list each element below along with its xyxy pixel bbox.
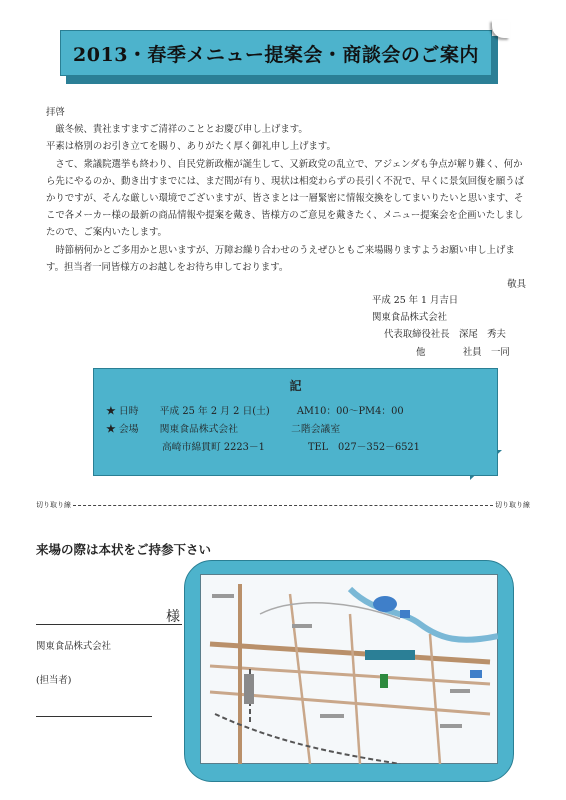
sama-label: 様 <box>166 609 180 625</box>
place-value: 関東食品株式会社 <box>159 424 239 435</box>
station <box>244 674 254 704</box>
cut-line <box>36 500 530 510</box>
date-row <box>106 403 404 417</box>
address: 高崎市綿貫町 2223－1 <box>162 442 265 453</box>
road-vertical-2 <box>290 594 310 764</box>
map-label-1 <box>212 594 234 598</box>
tel: TEL 027－352－6521 <box>307 442 420 453</box>
paragraph-2: 平素は格別のお引き立てを賜り、ありがたく厚く御礼申し上げます。 <box>46 141 336 153</box>
access-map <box>200 574 498 764</box>
blue-block-2 <box>400 610 410 618</box>
dashed-line <box>73 505 493 506</box>
map-label-3 <box>320 714 344 718</box>
pond <box>373 596 397 612</box>
paragraph-4: 時節柄何かとご多用かと思いますが、万障お繰り合わせのうえぜひともご来場賜りますようお願い申し上げます。担当者一同皆様方のお越しをお待ち申しております。 <box>46 244 515 273</box>
signature-company: 関東食品株式会社 <box>372 312 448 324</box>
info-heading: 記 <box>289 379 302 393</box>
date-value: 平成 25 年 2 月 2 日(土) <box>159 406 270 417</box>
place-label: ★ 会場 <box>106 424 139 435</box>
name-line <box>36 624 182 625</box>
room-value: 二階会議室 <box>291 424 341 435</box>
title-banner <box>60 30 500 82</box>
signature-block <box>372 292 510 361</box>
road-vertical-4 <box>430 634 440 764</box>
road-main <box>210 644 490 662</box>
map-label-2 <box>292 624 312 628</box>
signature-staff: 他 社員 一同 <box>416 346 510 358</box>
signature-president: 代表取締役社長 深尾 秀夫 <box>384 329 506 341</box>
paragraph-1: 厳冬候、貴社ますますご清祥のこととお慶び申し上げます。 <box>46 124 308 136</box>
closing: 敬具 <box>507 279 526 291</box>
time-value: AM10：00～PM4：00 <box>296 406 404 417</box>
banner-box <box>60 30 492 76</box>
greeting: 拝啓 <box>46 107 65 118</box>
page-title: 2013・春季メニュー提案会・商談会のご案内 <box>73 43 479 66</box>
cut-label-left: 切り取り線 <box>36 501 71 509</box>
map-label-5 <box>440 724 462 728</box>
address-row <box>162 439 420 453</box>
river <box>350 589 498 640</box>
company-marker <box>365 650 415 660</box>
place-row <box>106 421 340 435</box>
date-label: ★ 日時 <box>106 406 139 417</box>
bottom-company: 関東食品株式会社 <box>36 641 112 652</box>
green-block <box>380 674 388 688</box>
road-vertical-3 <box>350 614 360 764</box>
paragraph-3: さて、衆議院選挙も終わり、自民党新政権が誕生して、又新政党の乱立で、アジェンダも争点が解り難く、何から先にやるのか、動き出すまでには、まだ間が有り、現状は相変わらずの長引く不況で、早くに景気回復を願うばかりですが、そんな厳しい環境でございますが、皆さまとは一層緊密に情報交換をしてまいりたいと思います、そこで各メーカー様の最新の商品情報や提案を戴き、皆様方のご意見を戴きたく、メニュー提案会を企画いたしましたので、ご案内いたします。 <box>46 158 524 239</box>
info-box <box>93 368 498 476</box>
blue-block <box>470 670 482 678</box>
bring-notice: 来場の際は本状をご持参下さい <box>36 542 212 557</box>
map-label-4 <box>450 689 470 693</box>
tanto-label: (担当者) <box>36 675 72 686</box>
cut-label-right: 切り取り線 <box>495 501 530 509</box>
letter-body <box>46 104 526 293</box>
signature-date: 平成 25 年 1 月吉日 <box>372 295 459 306</box>
tanto-line <box>36 716 152 717</box>
